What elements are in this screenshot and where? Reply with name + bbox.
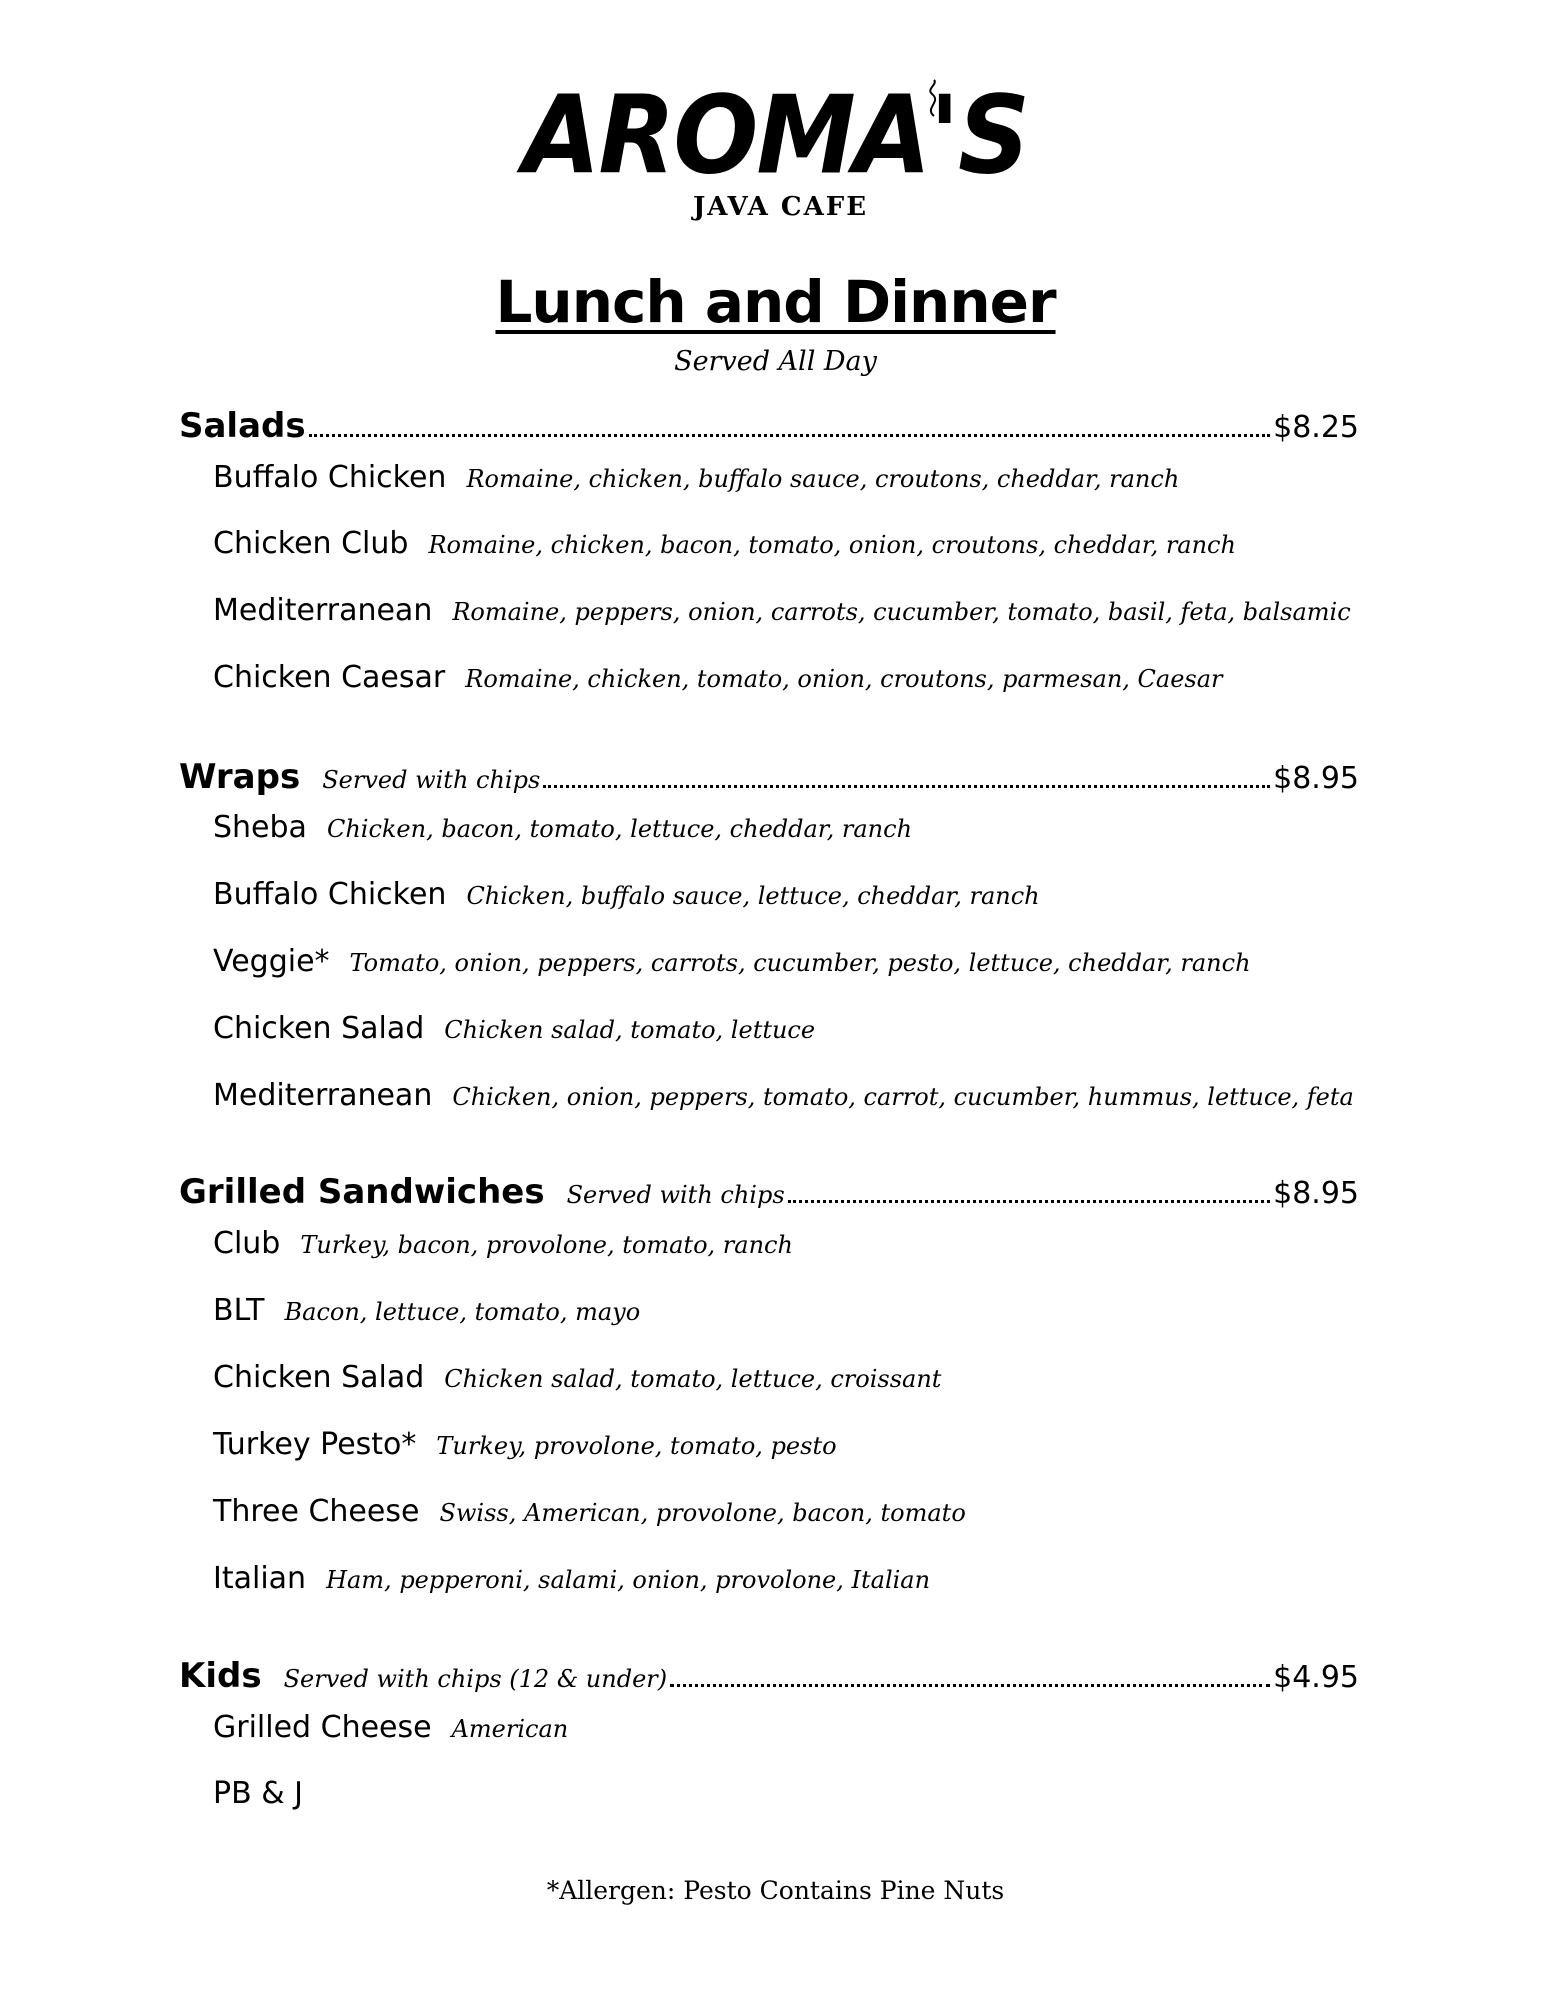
dot-leader	[670, 1684, 1270, 1687]
menu-item: Buffalo Chicken Chicken, buffalo sauce, lettuce, cheddar, ranch	[213, 877, 1040, 912]
menu-item: Chicken Salad Chicken salad, tomato, lettuce	[213, 1011, 816, 1046]
section-title: Kids	[179, 1656, 262, 1696]
section-note: Served with chips (12 & under)	[283, 1665, 668, 1693]
section-title: Grilled Sandwiches	[179, 1172, 545, 1212]
dot-leader	[788, 1200, 1270, 1203]
section-note: Served with chips	[566, 1181, 785, 1209]
menu-item: PB & J	[213, 1776, 303, 1811]
cafe-logo	[0, 72, 1551, 222]
menu-item: Italian Ham, pepperoni, salami, onion, provolone, Italian	[213, 1561, 931, 1596]
section-title: Wraps	[179, 757, 301, 797]
menu-item: Veggie* Tomato, onion, peppers, carrots, cucumber, pesto, lettuce, cheddar, ranch	[213, 944, 1251, 979]
menu-item: Buffalo Chicken Romaine, chicken, buffalo sauce, croutons, cheddar, ranch	[213, 460, 1180, 495]
menu-item: Club Turkey, bacon, provolone, tomato, ranch	[213, 1226, 793, 1261]
menu-item: Three Cheese Swiss, American, provolone, bacon, tomato	[213, 1494, 966, 1529]
section-note: Served with chips	[322, 766, 541, 794]
dot-leader	[543, 785, 1270, 788]
allergen-note: *Allergen: Pesto Contains Pine Nuts	[546, 1876, 1005, 1905]
menu-item: Grilled Cheese American	[213, 1710, 569, 1745]
menu-item: Turkey Pesto* Turkey, provolone, tomato, pesto	[213, 1427, 837, 1462]
menu-item: Mediterranean Chicken, onion, peppers, tomato, carrot, cucumber, hummus, lettuce, feta	[213, 1078, 1354, 1113]
menu-item: BLT Bacon, lettuce, tomato, mayo	[213, 1293, 641, 1328]
page-subtitle: Served All Day	[674, 346, 877, 377]
section-header-kids	[179, 1656, 1359, 1696]
menu-item: Chicken Salad Chicken salad, tomato, lettuce, croissant	[213, 1360, 942, 1395]
logo-tagline: JAVA CAFE	[692, 192, 869, 222]
menu-item: Chicken Caesar Romaine, chicken, tomato, onion, croutons, parmesan, Caesar	[213, 660, 1223, 695]
section-price: $8.25	[1273, 410, 1359, 445]
section-title: Salads	[179, 406, 306, 446]
section-header-grilled-sandwiches	[179, 1172, 1359, 1212]
page-title: Lunch and Dinner	[495, 268, 1056, 336]
steam-icon	[922, 78, 946, 118]
logo-wordmark: AROMA'S	[523, 72, 1028, 199]
section-price: $4.95	[1273, 1660, 1359, 1695]
menu-item: Mediterranean Romaine, peppers, onion, carrots, cucumber, tomato, basil, feta, balsamic	[213, 593, 1351, 628]
dot-leader	[309, 434, 1271, 437]
section-price: $8.95	[1273, 1176, 1359, 1211]
section-header-wraps	[179, 757, 1359, 797]
menu-item: Sheba Chicken, bacon, tomato, lettuce, cheddar, ranch	[213, 810, 913, 845]
section-price: $8.95	[1273, 761, 1359, 796]
menu-item: Chicken Club Romaine, chicken, bacon, tomato, onion, croutons, cheddar, ranch	[213, 526, 1236, 561]
section-header-salads	[179, 406, 1359, 446]
